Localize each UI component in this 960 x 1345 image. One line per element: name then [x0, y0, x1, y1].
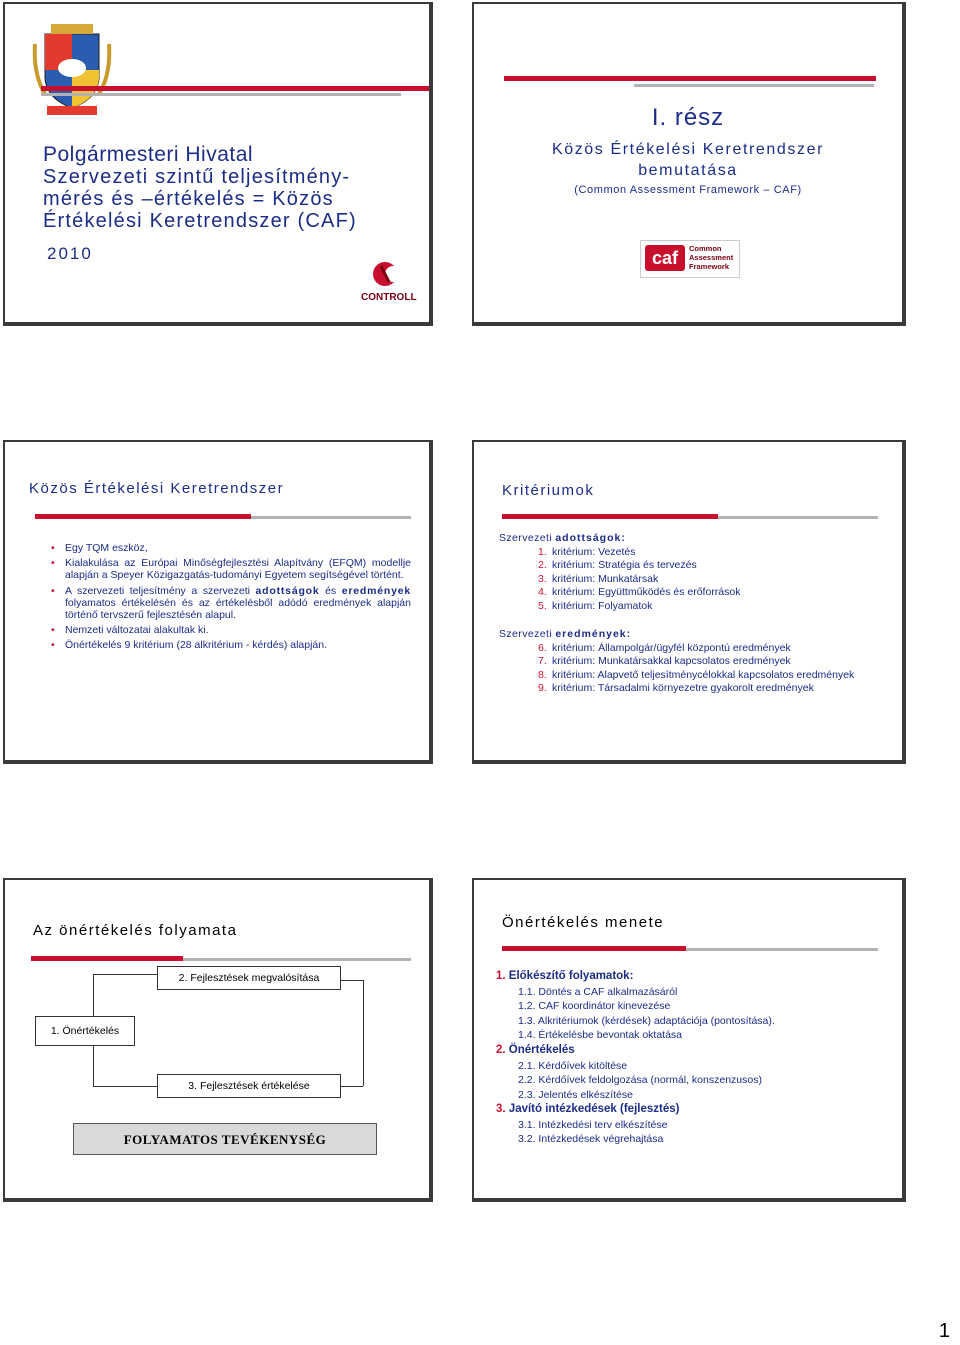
section-number: 2. — [496, 1044, 506, 1056]
caf-logo — [640, 240, 740, 278]
title-main: Polgármesteri Hivatal — [43, 143, 254, 166]
heading-grey-bar — [251, 516, 411, 519]
slide-1-title — [43, 144, 403, 232]
process-step-label: 3. Fejlesztések értékelése — [188, 1080, 310, 1092]
bullet-text: folyamatos értékelésén és az értékelésből adódó eredmények alapján történő tervszerű fejlesztésén alapul. — [65, 596, 411, 622]
bullet-bold-text: adottságok — [255, 584, 320, 597]
slide-5 — [3, 878, 433, 1202]
controll-logo — [357, 256, 421, 316]
process-step-2 — [157, 966, 341, 990]
bullet-item — [51, 542, 411, 554]
group-title-bold: adottságok: — [555, 532, 626, 544]
bullet-text: Egy TQM eszköz, — [65, 542, 148, 554]
heading-red-bar — [502, 946, 686, 951]
subtitle-line-2: bemutatása — [638, 162, 738, 179]
group-title-bold: eredmények: — [555, 628, 632, 640]
criterion-item — [538, 600, 858, 613]
section-label: Előkészítő folyamatok: — [508, 970, 634, 982]
criterion-number: 8. — [538, 668, 547, 681]
heading-red-bar — [31, 956, 183, 961]
criterion-number: 5. — [538, 599, 547, 612]
slide-4-heading: Kritériumok — [502, 482, 595, 499]
criterion-number: 4. — [538, 586, 547, 599]
process-step-1 — [35, 1016, 135, 1046]
section-label: Önértékelés — [508, 1044, 575, 1056]
criterion-number: 7. — [538, 655, 547, 668]
slide-3 — [3, 440, 433, 764]
section-item: 1.2. CAF koordinátor kinevezése — [518, 1000, 671, 1012]
section-number: 3. — [496, 1103, 506, 1115]
criterion-text: kritérium: Együttműködés és erőforrások — [552, 586, 741, 599]
criterion-number: 9. — [538, 682, 547, 695]
year-label: 2010 — [47, 244, 93, 263]
heading-red-bar — [502, 514, 718, 519]
bullet-text: és — [319, 584, 342, 597]
slide-2-subtitle — [474, 139, 902, 181]
title-line-1: Szervezeti szintű teljesítmény- — [43, 166, 351, 188]
heading-grey-bar — [718, 516, 878, 519]
section-item: 1.1. Döntés a CAF alkalmazásáról — [518, 986, 678, 998]
caf-logo-line-1: Common — [689, 244, 722, 253]
criterion-text: kritérium: Állampolgár/ügyfél központú eredmények — [552, 642, 791, 654]
criterion-item — [538, 573, 858, 586]
criterion-text: kritérium: Társadalmi környezetre gyakorolt eredmények — [552, 682, 814, 695]
group-1-list — [538, 546, 858, 613]
caf-logo-line-2: Assessment — [689, 253, 734, 262]
connector-line — [341, 1086, 363, 1087]
section-item: 3.2. Intézkedések végrehajtása — [518, 1133, 664, 1145]
criterion-number: 2. — [538, 559, 547, 572]
section-item: 2.3. Jelentés elkészítése — [518, 1089, 633, 1101]
connector-line — [341, 980, 363, 981]
criterion-text: kritérium: Alapvető teljesítménycélokkal kapcsolatos eredmények — [552, 668, 855, 681]
heading-red-bar — [35, 514, 251, 519]
connector-line — [93, 974, 94, 1016]
title-grey-bar — [634, 84, 874, 87]
bullet-text: Nemzeti változatai alakultak ki. — [65, 624, 209, 637]
criterion-item — [538, 669, 858, 682]
section-3-title — [496, 1103, 679, 1115]
bullet-text: Kialakulása az Európai Minőségfejlesztési Alapítvány (EFQM) modellje alapján a Speyer Közigazgatás-tudományi Egyetem segítségével történt. — [65, 557, 411, 582]
bullet-item — [51, 624, 411, 636]
criterion-number: 3. — [538, 572, 547, 585]
criterion-item — [538, 586, 858, 599]
slide-5-heading: Az önértékelés folyamata — [33, 922, 238, 939]
criterion-text: kritérium: Munkatársak — [552, 572, 659, 585]
title-red-bar — [504, 76, 876, 81]
bullet-text: Önértékelés 9 kritérium (28 alkritérium - kérdés) alapján. — [65, 639, 328, 652]
group-2-list — [538, 642, 858, 696]
coat-of-arms-logo — [31, 24, 113, 118]
bullet-item — [51, 639, 411, 651]
slide-3-bullet-list — [51, 542, 411, 655]
section-1-title — [496, 970, 633, 982]
heading-grey-bar — [686, 948, 878, 951]
criterion-item — [538, 655, 858, 668]
group-title-text: Szervezeti — [499, 628, 556, 640]
section-item: 2.2. Kérdőívek feldolgozása (normál, konszenzusos) — [518, 1074, 762, 1086]
process-step-3 — [157, 1074, 341, 1098]
title-line-2: mérés és –értékelés = Közös — [43, 188, 334, 210]
slide-6 — [472, 878, 906, 1202]
section-number: 1. — [496, 970, 506, 982]
slide-2-title: I. rész — [651, 104, 725, 131]
criterion-item — [538, 642, 858, 655]
process-step-label: 2. Fejlesztések megvalósítása — [178, 972, 320, 984]
slide-6-heading: Önértékelés menete — [502, 914, 665, 931]
bullet-bold-text: eredmények — [341, 584, 411, 597]
page-number: 1 — [938, 1320, 950, 1342]
title-line-3: Értékelési Keretrendszer (CAF) — [43, 210, 357, 232]
section-item: 2.1. Kérdőívek kitöltése — [518, 1060, 628, 1072]
connector-line — [93, 974, 157, 975]
criterion-item — [538, 559, 858, 572]
caf-logo-text — [689, 244, 733, 271]
caf-logo-mark: caf — [645, 245, 685, 271]
criterion-item — [538, 546, 858, 559]
slide-1 — [3, 2, 433, 326]
group-2-title — [499, 628, 631, 640]
connector-line — [93, 1086, 157, 1087]
bullet-item — [51, 557, 411, 581]
caf-logo-line-3: Framework — [689, 262, 730, 271]
bullet-item — [51, 585, 411, 622]
criterion-number: 1. — [538, 546, 547, 558]
group-1-title — [499, 532, 626, 544]
group-title-text: Szervezeti — [499, 532, 556, 544]
slide-2-english-subtitle: (Common Assessment Framework – CAF) — [574, 184, 802, 196]
section-item: 3.1. Intézkedési terv elkészítése — [518, 1119, 668, 1131]
criterion-number: 6. — [538, 642, 547, 654]
criterion-text: kritérium: Vezetés — [552, 546, 636, 558]
connector-line — [93, 1044, 94, 1086]
title-grey-bar — [41, 93, 401, 96]
criterion-text: kritérium: Stratégia és tervezés — [552, 559, 697, 572]
heading-grey-bar — [183, 958, 411, 961]
bullet-text: A szervezeti teljesítmény a szervezeti — [65, 584, 256, 597]
slide-3-heading: Közös Értékelési Keretrendszer — [29, 480, 285, 497]
slide-2 — [472, 2, 906, 326]
slide-4 — [472, 440, 906, 764]
section-item: 1.4. Értékelésbe bevontak oktatása — [518, 1029, 683, 1041]
section-item: 1.3. Alkritériumok (kérdések) adaptációja (pontosítása). — [518, 1015, 775, 1027]
connector-line — [363, 980, 364, 1086]
continuous-activity-banner: FOLYAMATOS TEVÉKENYSÉG — [73, 1123, 377, 1155]
controll-logo-text: CONTROLL — [361, 292, 417, 303]
section-2-title — [496, 1044, 575, 1056]
section-label: Javító intézkedések (fejlesztés) — [508, 1103, 680, 1115]
title-red-bar — [41, 86, 431, 91]
criterion-text: kritérium: Munkatársakkal kapcsolatos eredmények — [552, 655, 791, 668]
subtitle-line-1: Közös Értékelési Keretrendszer — [551, 141, 825, 158]
criterion-item — [538, 682, 858, 695]
process-step-label: 1. Önértékelés — [50, 1025, 120, 1037]
criterion-text: kritérium: Folyamatok — [552, 599, 653, 612]
